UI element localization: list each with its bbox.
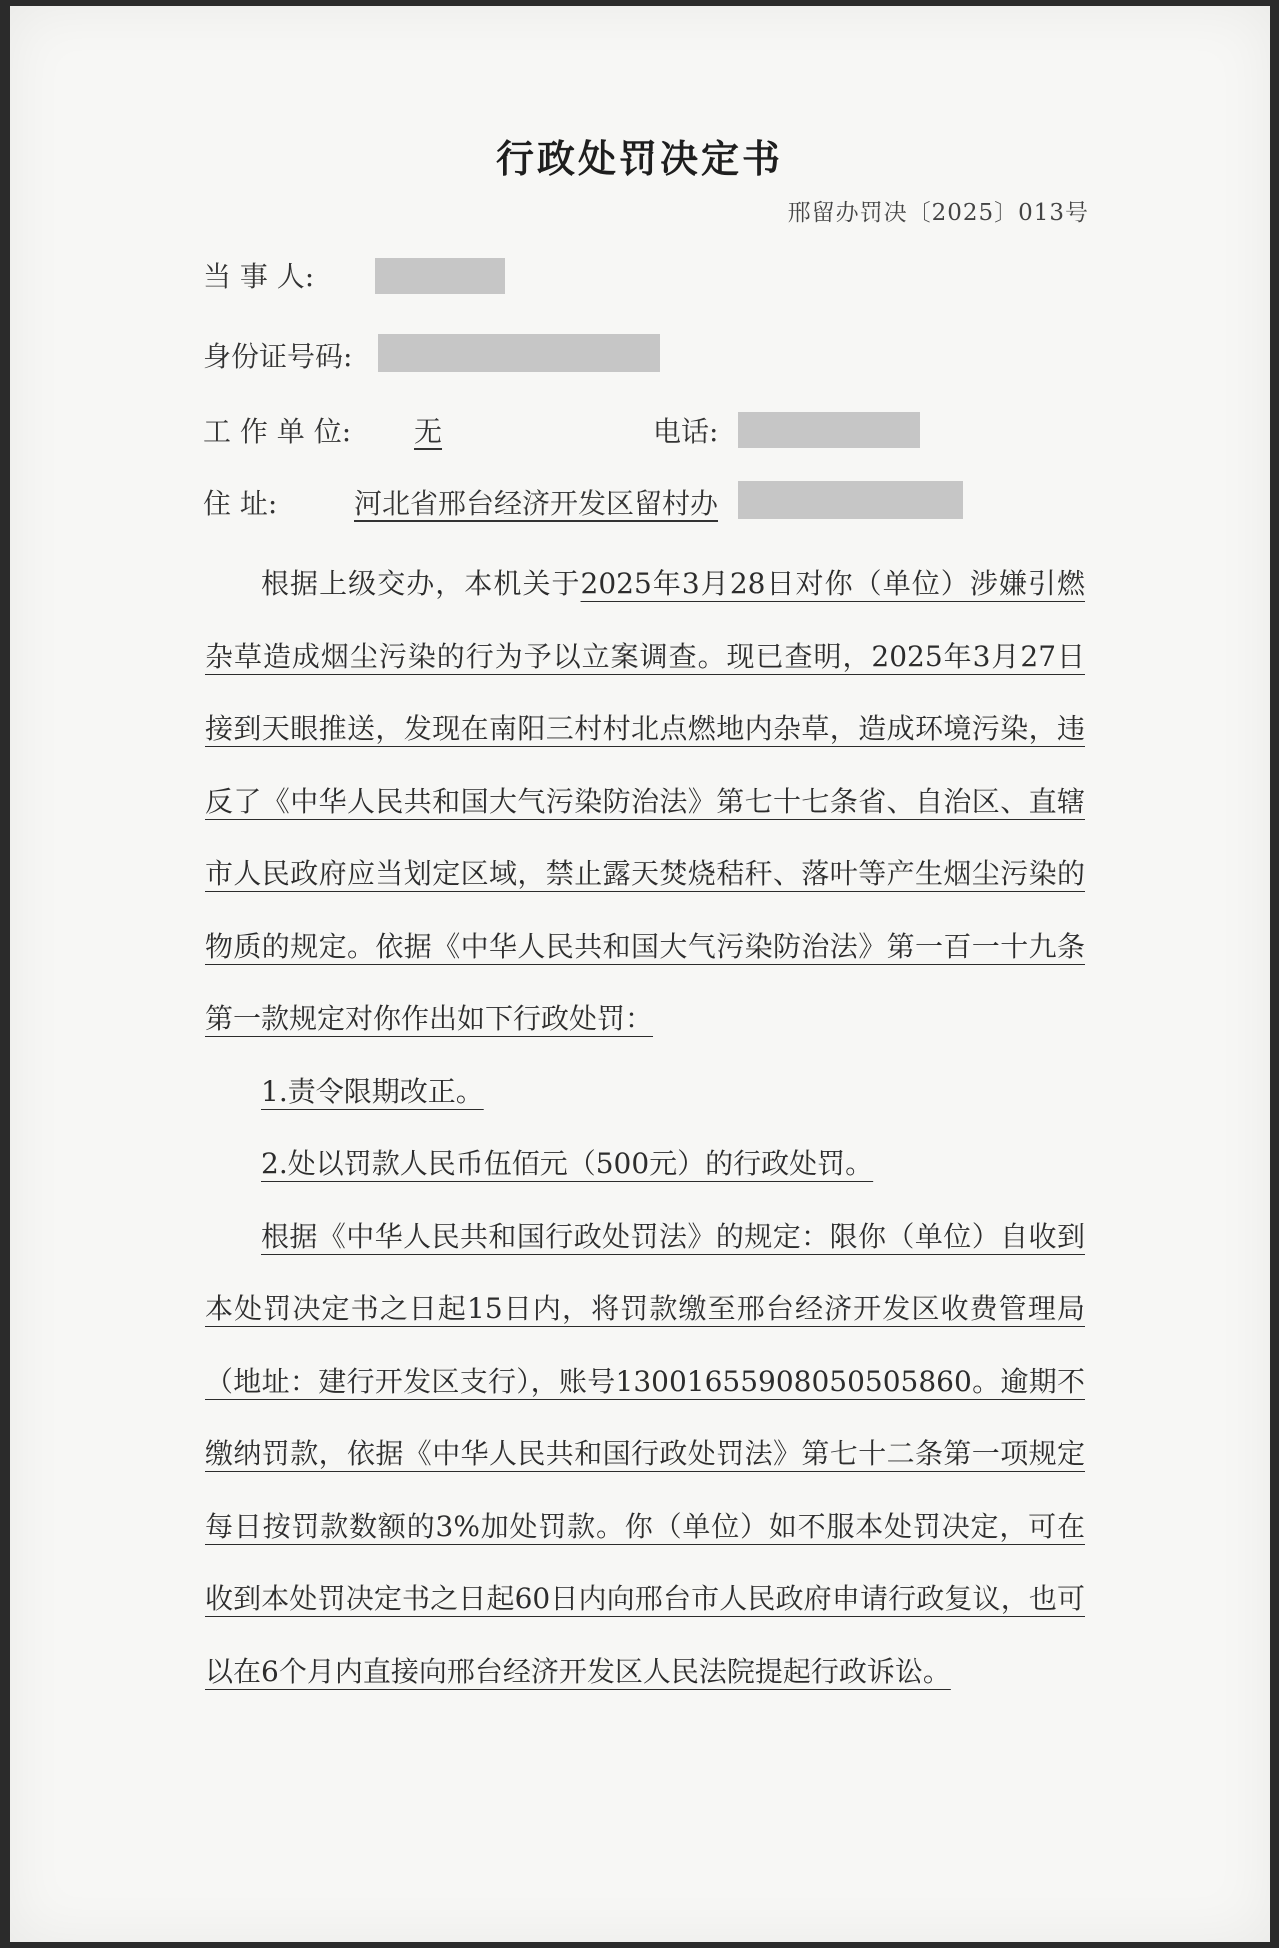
penalty-item-2 — [205, 1128, 1085, 1201]
paragraph-payment-and-appeal — [205, 1201, 1085, 1709]
decision-body — [205, 548, 1085, 1708]
employer-label: 工 作 单 位: — [203, 415, 352, 448]
employer-value: 无 — [414, 415, 443, 448]
party-name-redaction — [375, 258, 505, 294]
facts-text: 2025年3月28日对你（单位）涉嫌引燃杂草造成烟尘污染的行为予以立案调查。现已查明，2025年3月27日接到天眼推送，发现在南阳三村村北点燃地内杂草，造成环境污染，违反了《中华人民共和国大气污染防治法》第七十七条省、自治区、直辖市人民政府应当划定区域，禁止露天焚烧秸秆、落叶等产生烟尘污染的物质的规定。依据《中华人民共和国大气污染防治法》第一百一十九条第一款规定对你作出如下行政处罚： — [205, 567, 1085, 1035]
paragraph-facts — [205, 548, 1085, 1056]
id-number-redaction — [378, 334, 660, 372]
penalty-item-2-text: 2.处以罚款人民币伍佰元（500元）的行政处罚。 — [261, 1147, 874, 1180]
phone-redaction — [738, 412, 920, 448]
party-label: 当 事 人: — [203, 260, 315, 293]
payment-appeal-text: 根据《中华人民共和国行政处罚法》的规定：限你（单位）自收到本处罚决定书之日起15日内，将罚款缴至邢台经济开发区收费管理局（地址：建行开发区支行），账号13001655908050505860。逾期不缴纳罚款，依据《中华人民共和国行政处罚法》第七十二条第一项规定每日按罚款数额的3%加处罚款。你（单位）如不服本处罚决定，可在收到本处罚决定书之日起60日内向邢台市人民政府申请行政复议，也可以在6个月内直接向邢台经济开发区人民法院提起行政诉讼。 — [205, 1219, 1085, 1688]
penalty-item-1-text: 1.责令限期改正。 — [261, 1074, 484, 1108]
facts-prefix: 根据上级交办，本机关于 — [261, 567, 581, 600]
address-redaction — [738, 481, 963, 519]
address-value: 河北省邢台经济开发区留村办 — [354, 487, 719, 520]
document-title: 行政处罚决定书 — [495, 136, 783, 181]
penalty-item-1 — [205, 1056, 1085, 1129]
phone-label: 电话: — [653, 415, 719, 448]
id-number-label: 身份证号码: — [203, 340, 353, 373]
document-number: 邢留办罚决〔2025〕013号 — [787, 200, 1089, 226]
address-label: 住 址: — [203, 487, 278, 520]
